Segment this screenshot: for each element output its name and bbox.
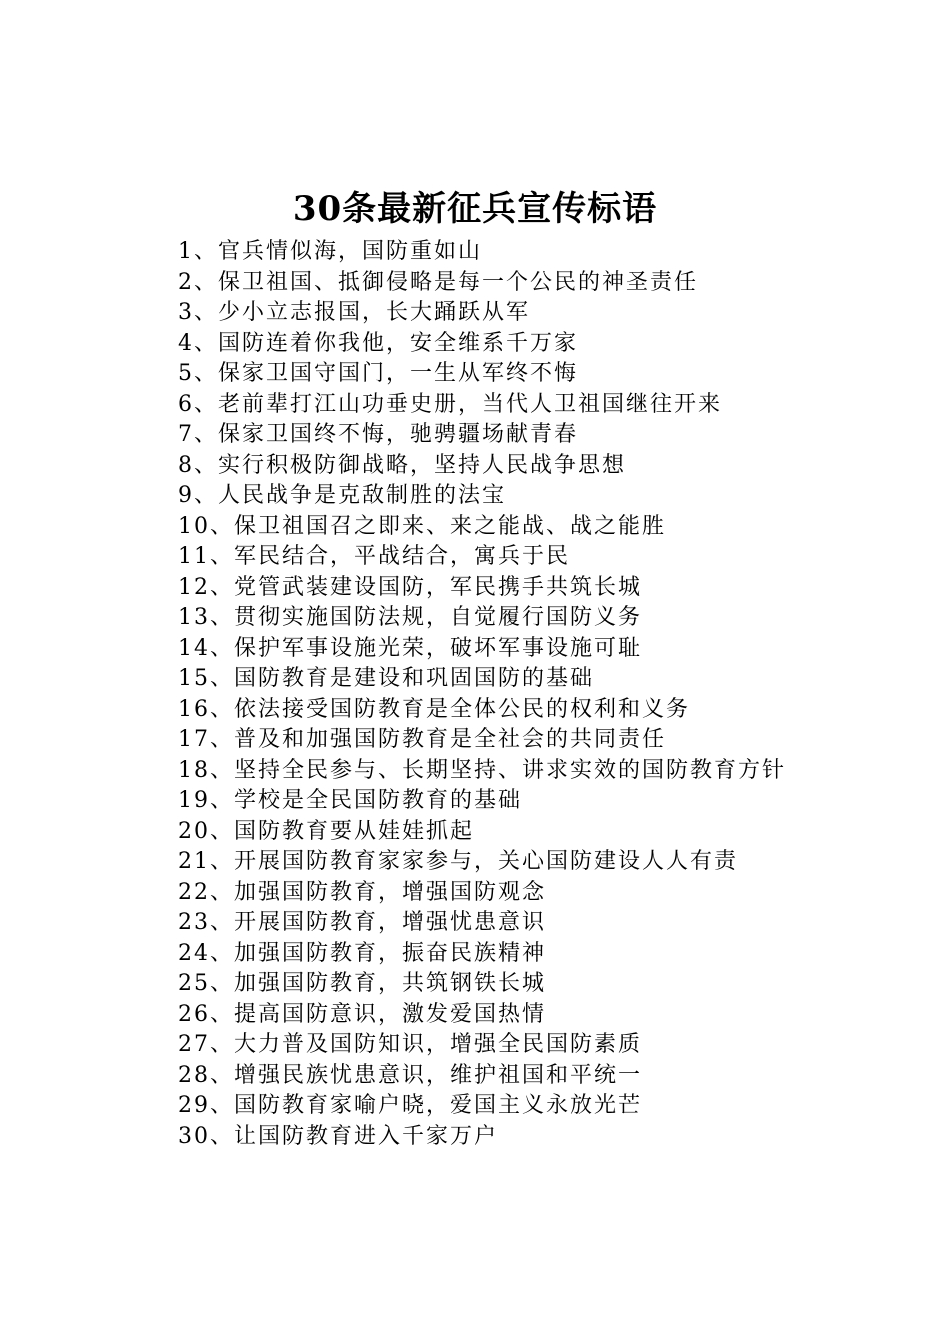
page-title: 30条最新征兵宣传标语 [292,189,658,229]
list-item: 3、少小立志报国，长大踊跃从军 [178,300,530,325]
list-item: 21、开展国防教育家家参与，关心国防建设人人有责 [178,849,738,874]
list-item: 27、大力普及国防知识，增强全民国防素质 [178,1032,642,1057]
list-item: 17、普及和加强国防教育是全社会的共同责任 [178,727,666,752]
list-item: 13、贯彻实施国防法规，自觉履行国防义务 [178,605,642,630]
list-item: 28、增强民族忧患意识，维护祖国和平统一 [178,1062,642,1088]
list-item: 15、国防教育是建设和巩固国防的基础 [178,666,594,691]
list-item: 26、提高国防意识，激发爱国热情 [178,1001,546,1027]
list-item: 22、加强国防教育，增强国防观念 [178,879,546,905]
list-item: 11、军民结合，平战结合，寓兵于民 [178,544,570,569]
list-item: 23、开展国防教育，增强忧患意识 [178,910,546,935]
list-item: 1、官兵情似海，国防重如山 [178,239,482,264]
list-item: 12、党管武装建设国防，军民携手共筑长城 [178,574,642,600]
list-item: 7、保家卫国终不悔，驰骋疆场献青春 [178,422,578,447]
list-item: 25、加强国防教育，共筑钢铁长城 [178,971,546,996]
list-item: 14、保护军事设施光荣，破坏军事设施可耻 [178,635,642,661]
list-item: 10、保卫祖国召之即来、来之能战、战之能胜 [178,513,666,539]
list-item: 20、国防教育要从娃娃抓起 [178,818,474,844]
list-item: 29、国防教育家喻户晓，爱国主义永放光芒 [178,1093,642,1118]
list-item: 2、保卫祖国、抵御侵略是每一个公民的神圣责任 [178,269,698,295]
list-item: 18、坚持全民参与、长期坚持、讲求实效的国防教育方针 [178,757,786,783]
list-item: 30、让国防教育进入千家万户 [178,1123,498,1149]
list-item: 6、老前辈打江山功垂史册，当代人卫祖国继往开来 [178,391,722,417]
list-item: 9、人民战争是克敌制胜的法宝 [178,483,506,508]
slogan-list [178,237,878,1152]
list-item: 16、依法接受国防教育是全体公民的权利和义务 [178,696,690,722]
list-item: 5、保家卫国守国门，一生从军终不悔 [178,361,578,386]
list-item: 19、学校是全民国防教育的基础 [178,788,522,813]
list-item: 4、国防连着你我他，安全维系千万家 [178,330,578,356]
list-item: 24、加强国防教育，振奋民族精神 [178,940,546,966]
list-item: 8、实行积极防御战略，坚持人民战争思想 [178,452,626,478]
